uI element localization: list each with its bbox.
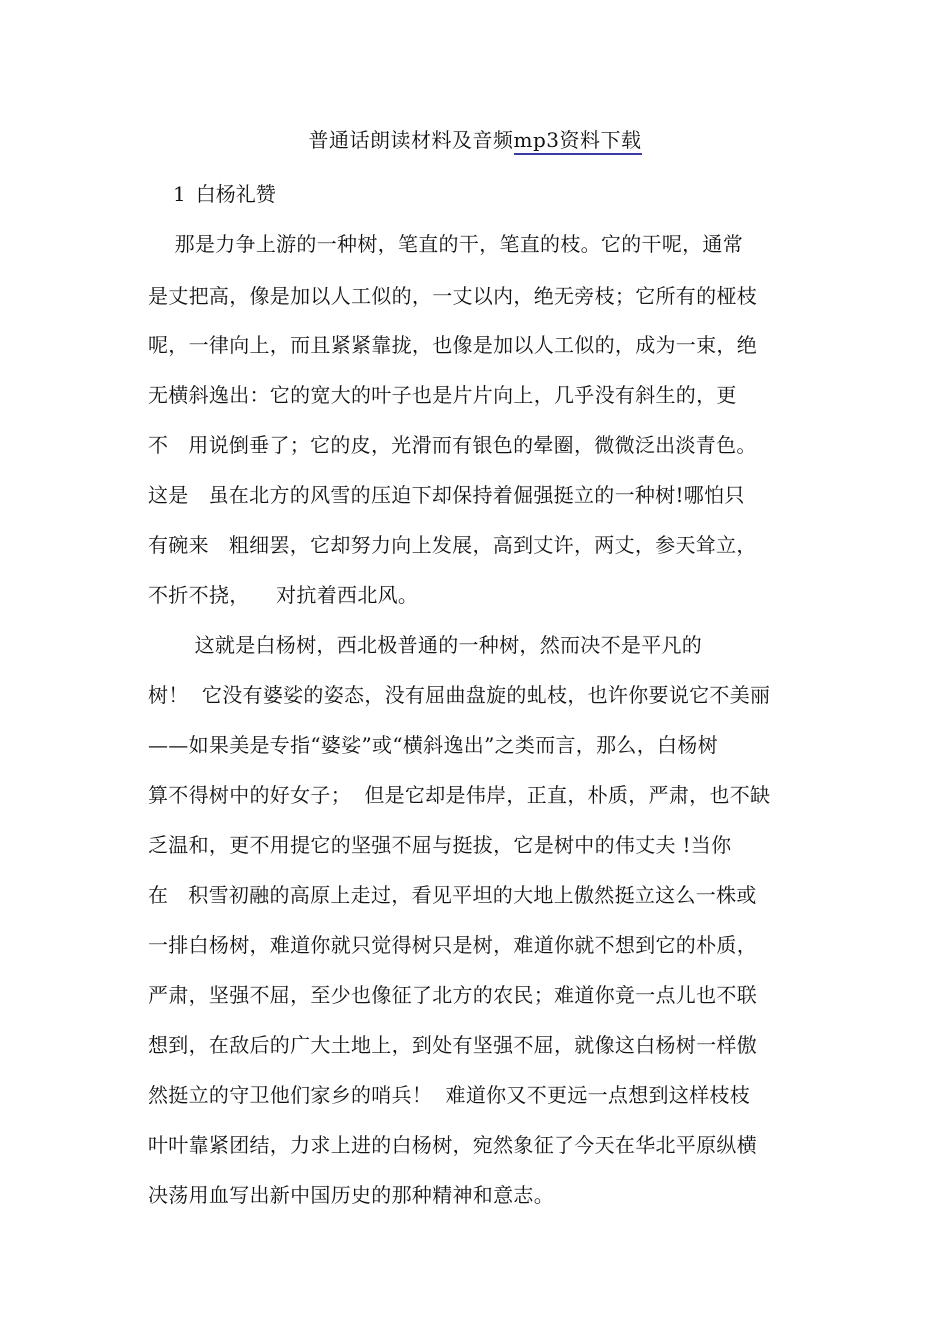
section-heading xyxy=(173,178,276,210)
paragraph-line: 那是力争上游的一种树，笔直的干，笔直的枝。它的干呢，通常 xyxy=(148,232,744,256)
section-number: 1 xyxy=(173,182,186,206)
paragraph-line: 乏温和，更不用提它的坚强不屈与挺拔，它是树中的伟丈夫 !当你 xyxy=(148,833,732,857)
paragraph-line: 叶叶靠紧团结，力求上进的白杨树，宛然象征了今天在华北平原纵横 xyxy=(148,1133,757,1157)
title-text: 普通话朗读材料及音频 xyxy=(308,128,514,152)
page-title xyxy=(0,124,950,156)
paragraph-line: 在 积雪初融的高原上走过，看见平坦的大地上傲然挺立这么一株或 xyxy=(148,883,757,907)
paragraph-line: 有碗来 粗细罢，它却努力向上发展，高到丈许，两丈，参天耸立， xyxy=(148,533,757,557)
paragraph-line: 这就是白杨树，西北极普通的一种树，然而决不是平凡的 xyxy=(148,633,703,657)
paragraph-line: 呢，一律向上，而且紧紧靠拢，也像是加以人工似的，成为一束，绝 xyxy=(148,333,757,357)
download-link[interactable]: mp3资料下载 xyxy=(514,128,642,155)
paragraph-line: 一排白杨树，难道你就只觉得树只是树，难道你就不想到它的朴质， xyxy=(148,933,757,957)
paragraph-line: 决荡用血写出新中国历史的那种精神和意志。 xyxy=(148,1183,554,1207)
paragraph-line: 算不得树中的好女子； 但是它却是伟岸，正直，朴质，严肃，也不缺 xyxy=(148,783,771,807)
paragraph-line: 是丈把高，像是加以人工似的，一丈以内，绝无旁枝；它所有的桠枝 xyxy=(148,284,757,308)
paragraph-line: 然挺立的守卫他们家乡的哨兵！ 难道你又不更远一点想到这样枝枝 xyxy=(148,1083,751,1107)
section-title: 白杨礼赞 xyxy=(195,182,276,206)
paragraph-line: ——如果美是专指“婆娑”或“横斜逸出”之类而言，那么，白杨树 xyxy=(148,733,718,757)
paragraph-line: 树！ 它没有婆娑的姿态，没有屈曲盘旋的虬枝，也许你要说它不美丽 xyxy=(148,683,771,707)
paragraph-line: 不折不挠， 对抗着西北风。 xyxy=(148,583,419,607)
paragraph-line: 想到，在敌后的广大土地上，到处有坚强不屈，就像这白杨树一样傲 xyxy=(148,1033,757,1057)
paragraph-line: 这是 虽在北方的风雪的压迫下却保持着倔强挺立的一种树!哪怕只 xyxy=(148,483,745,507)
paragraph-line: 不 用说倒垂了；它的皮，光滑而有银色的晕圈，微微泛出淡青色。 xyxy=(148,433,757,457)
paragraph-line: 严肃，坚强不屈，至少也像征了北方的农民；难道你竟一点儿也不联 xyxy=(148,983,757,1007)
paragraph-line: 无横斜逸出：它的宽大的叶子也是片片向上，几乎没有斜生的，更 xyxy=(148,383,737,407)
